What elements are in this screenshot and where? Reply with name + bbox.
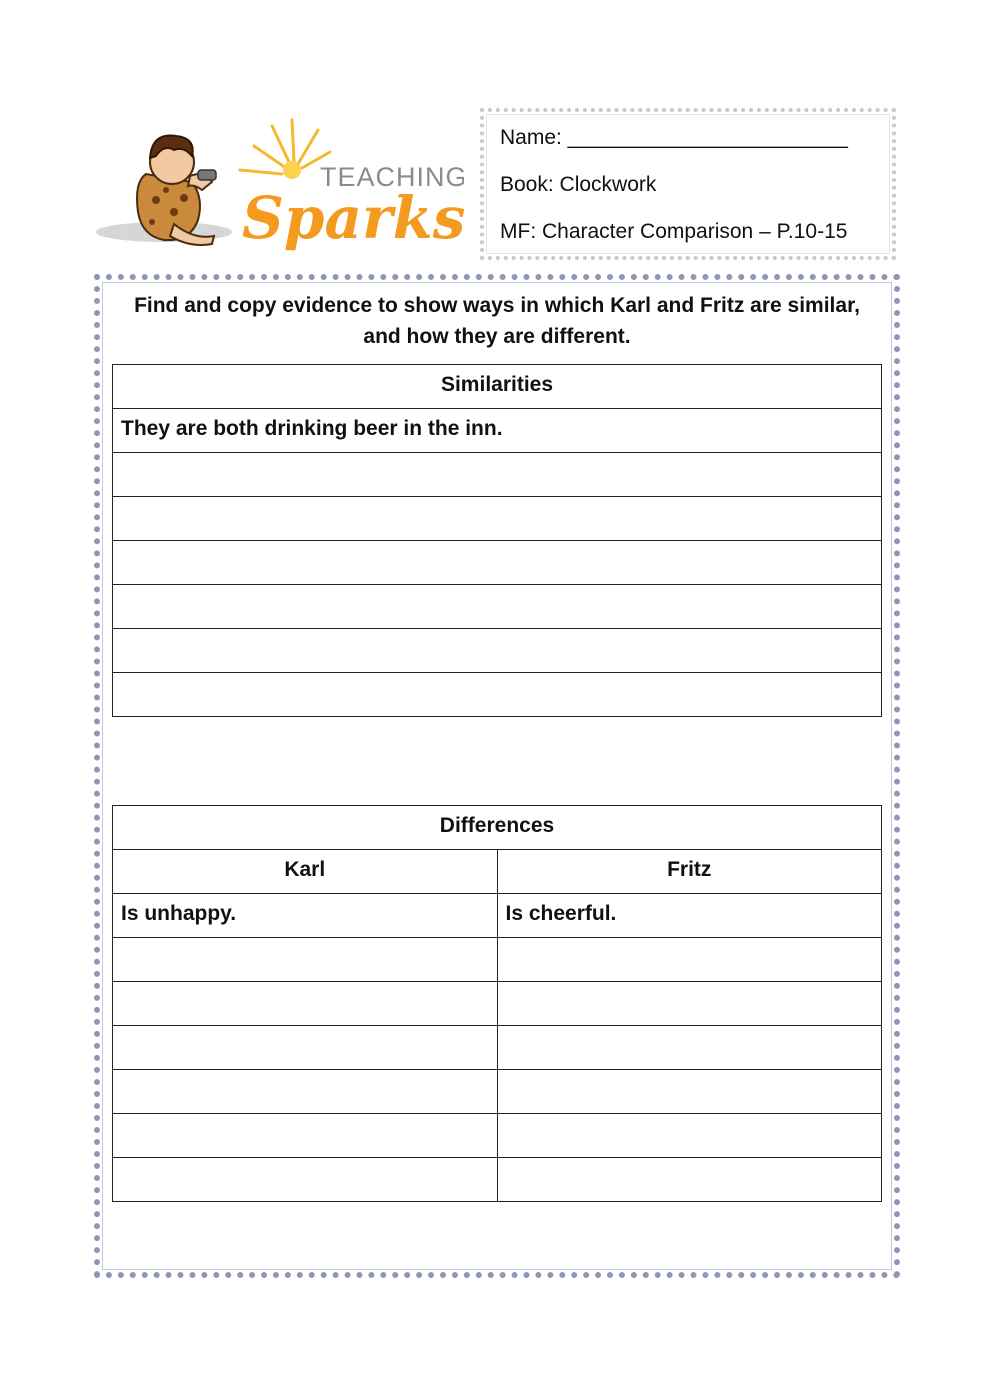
karl-cell[interactable] <box>113 938 498 982</box>
fritz-cell[interactable] <box>497 1026 882 1070</box>
student-info-box <box>480 108 896 260</box>
fritz-cell[interactable]: Is cheerful. <box>497 894 882 938</box>
mf-title: MF: Character Comparison – P.10-15 <box>500 220 848 243</box>
logo-sparks-text: Sparks <box>242 184 464 252</box>
differences-table <box>112 805 882 1202</box>
fritz-cell[interactable] <box>497 982 882 1026</box>
fritz-cell[interactable] <box>497 1114 882 1158</box>
similarity-row[interactable] <box>113 585 882 629</box>
karl-cell[interactable] <box>113 1114 498 1158</box>
karl-cell[interactable] <box>113 1026 498 1070</box>
similarity-row[interactable]: They are both drinking beer in the inn. <box>113 409 882 453</box>
instruction-text <box>112 290 882 352</box>
book-title: Book: Clockwork <box>500 173 657 196</box>
similarity-row[interactable] <box>113 541 882 585</box>
fritz-cell[interactable] <box>497 1070 882 1114</box>
similarity-row[interactable] <box>113 497 882 541</box>
name-field[interactable]: Name: ________________________ <box>500 126 848 149</box>
karl-column-header: Karl <box>113 850 498 894</box>
fritz-cell[interactable] <box>497 1158 882 1202</box>
similarity-row[interactable] <box>113 453 882 497</box>
fritz-cell[interactable] <box>497 938 882 982</box>
similarity-row[interactable] <box>113 629 882 673</box>
karl-cell[interactable] <box>113 1158 498 1202</box>
differences-header: Differences <box>113 806 882 850</box>
karl-cell[interactable]: Is unhappy. <box>113 894 498 938</box>
teaching-sparks-logo <box>94 112 464 262</box>
logo-graphic <box>94 112 464 262</box>
fritz-column-header: Fritz <box>497 850 882 894</box>
logo-teaching-text: TEACHING <box>320 162 464 192</box>
similarity-row[interactable] <box>113 673 882 717</box>
karl-cell[interactable] <box>113 982 498 1026</box>
similarities-header: Similarities <box>113 365 882 409</box>
instruction-line-1: Find and copy evidence to show ways in which Karl and Fritz are similar, <box>134 294 860 317</box>
instruction-line-2: and how they are different. <box>363 325 631 348</box>
similarities-table <box>112 364 882 717</box>
karl-cell[interactable] <box>113 1070 498 1114</box>
